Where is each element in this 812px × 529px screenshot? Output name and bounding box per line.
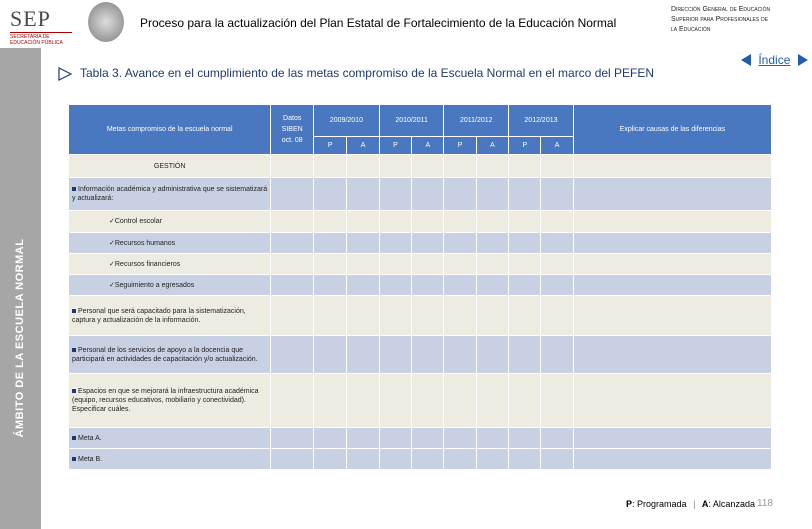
col-explicar-header: Explicar causas de las diferencias — [573, 105, 771, 155]
row-label: Meta B. — [78, 455, 103, 463]
sidebar — [0, 48, 41, 529]
table-title — [58, 66, 654, 81]
check-icon: ✓ — [109, 218, 115, 225]
legend-separator: | — [693, 499, 696, 509]
row-label: Recursos financieros — [114, 260, 181, 268]
row-label-cell — [69, 296, 271, 336]
row-label-cell — [69, 254, 271, 275]
check-icon: ✓ — [109, 239, 115, 247]
row-label-cell — [69, 178, 271, 211]
table-row — [69, 211, 772, 233]
row-label-cell — [69, 336, 271, 374]
dg-line-1: Dirección General de Educación — [671, 6, 771, 13]
table-row — [69, 254, 772, 275]
year-header-1: 2009/2010 — [314, 105, 380, 137]
row-label-cell — [69, 233, 271, 254]
sep-logo-line — [10, 32, 72, 33]
row-label: Meta A. — [78, 434, 102, 442]
dg-line-2: Superior para Profesionales de — [671, 16, 769, 23]
check-icon: ✓ — [109, 281, 115, 289]
square-bullet-icon — [72, 436, 76, 440]
sep-logo — [4, 4, 82, 44]
table-row — [69, 336, 772, 374]
dg-label — [671, 5, 811, 35]
row-label: Personal que será capacitado para la sistematización, captura y actualización de la información. — [72, 307, 246, 324]
nav — [741, 52, 808, 67]
sep-logo-text: SEP — [10, 6, 51, 31]
square-bullet-icon — [72, 309, 76, 313]
table-row — [69, 449, 772, 470]
a-header: A — [347, 137, 379, 155]
square-bullet-icon — [72, 457, 76, 461]
check-icon: ✓ — [109, 260, 115, 268]
header-title: Proceso para la actualización del Plan Estatal de Fortalecimiento de la Educación Normal — [140, 16, 617, 30]
table-row — [69, 178, 772, 211]
row-label: Información académica y administrativa que se sistematizará y actualizará: — [72, 186, 268, 202]
col-datos-l1: Datos — [283, 115, 302, 122]
p-header: P — [509, 137, 541, 155]
row-label: GESTIÓN — [69, 155, 271, 178]
table-row — [69, 275, 772, 296]
sep-logo-subtitle: SECRETARÍA DE EDUCACIÓN PÚBLICA — [10, 34, 63, 46]
legend-a-letter: A — [701, 499, 709, 509]
table-row — [69, 296, 772, 336]
prev-arrow-icon[interactable] — [741, 54, 751, 66]
square-bullet-icon — [72, 389, 76, 393]
col-datos-l3: oct. 08 — [281, 137, 303, 144]
year-header-2: 2010/2011 — [379, 105, 444, 137]
p-header: P — [379, 137, 411, 155]
table-title-text: Tabla 3. Avance en el cumplimiento de las metas compromiso de la Escuela Normal en el marco del PEFEN — [80, 66, 655, 80]
national-seal-icon — [88, 2, 124, 42]
page-number: 118 — [757, 498, 773, 509]
legend-a-text: : Alcanzada — [708, 499, 755, 509]
row-label: Control escolar — [114, 218, 162, 225]
col-metas-header: Metas compromiso de la escuela normal — [69, 105, 271, 155]
legend — [626, 499, 755, 509]
table-row — [69, 374, 772, 428]
col-datos-header — [271, 105, 314, 155]
index-link[interactable]: Índice — [758, 52, 791, 67]
row-label-cell — [69, 428, 271, 449]
table-row — [69, 155, 772, 178]
square-bullet-icon — [72, 187, 76, 191]
year-header-3: 2011/2012 — [444, 105, 509, 137]
a-header: A — [541, 137, 573, 155]
square-bullet-icon — [72, 348, 76, 352]
sidebar-label: ÁMBITO DE LA ESCUELA NORMAL — [14, 238, 26, 438]
table-row — [69, 428, 772, 449]
p-header: P — [444, 137, 476, 155]
triangle-bullet-icon — [58, 67, 72, 81]
legend-p-letter: P — [626, 499, 633, 509]
col-datos-l2: SIBEN — [281, 126, 303, 133]
a-header: A — [476, 137, 508, 155]
row-label-cell — [69, 211, 271, 233]
legend-p-text: : Programada — [632, 499, 687, 509]
metas-table — [68, 104, 772, 470]
table-row — [69, 233, 772, 254]
row-label: Recursos humanos — [114, 239, 176, 247]
a-header: A — [412, 137, 444, 155]
p-header: P — [314, 137, 347, 155]
next-arrow-icon[interactable] — [798, 54, 808, 66]
header — [0, 0, 812, 48]
row-label-cell — [69, 374, 271, 428]
dg-line-3: la Educación — [671, 26, 711, 33]
year-header-4: 2012/2013 — [509, 105, 574, 137]
row-label: Espacios en que se mejorará la infraestructura académica (equipo, recursos educativos, mobiliario y conectividad). Especificar cuáles. — [72, 388, 259, 413]
row-label-cell — [69, 275, 271, 296]
row-label: Personal de los servicios de apoyo a la docencia que participará en actividades de capacitación y/o actualización. — [72, 346, 258, 363]
row-label: Seguimiento a egresados — [114, 281, 195, 289]
row-label-cell — [69, 449, 271, 470]
